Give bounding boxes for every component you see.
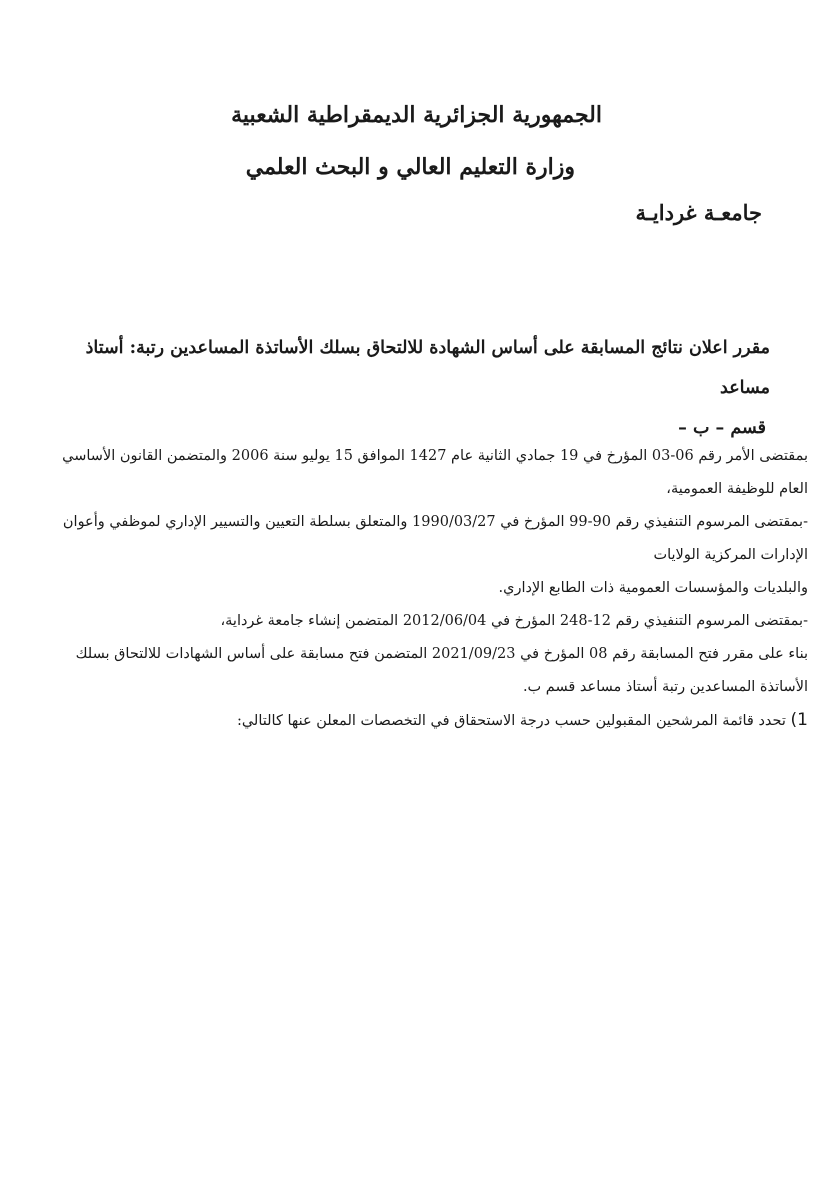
republic-heading: الجمهورية الجزائرية الديمقراطية الشعبية xyxy=(231,102,602,128)
body-line: الأساتذة المساعدين رتبة أستاذ مساعد قسم ب. xyxy=(522,679,808,695)
body-line: بمقتضى الأمر رقم 06-03 المؤرخ في 19 جمادي الثانية عام 1427 الموافق 15 يوليو سنة 2006 والمتضمن القانون الأساسي xyxy=(62,448,808,464)
body-line: والبلديات والمؤسسات العمومية ذات الطابع الإداري. xyxy=(498,580,808,596)
body-line: -بمقتضى المرسوم التنفيذي رقم 12-248 المؤرخ في 2012/06/04 المتضمن إنشاء جامعة غرداية، xyxy=(220,613,808,629)
body-line: -بمقتضى المرسوم التنفيذي رقم 90-99 المؤرخ في 1990/03/27 والمتعلق بسلطة التعيين والتسيير الإداري لموظفي وأعوان xyxy=(62,514,808,530)
ministry-heading: وزارة التعليم العالي و البحث العلمي xyxy=(245,154,575,180)
item-text: تحدد قائمة المرشحين المقبولين حسب درجة الاستحقاق في التخصصات المعلن عنها كالتالي: xyxy=(236,713,786,729)
decision-body xyxy=(18,440,808,738)
item-number: 1) xyxy=(790,710,808,730)
decision-title xyxy=(60,328,770,448)
body-line: بناء على مقرر فتح المسابقة رقم 08 المؤرخ في 2021/09/23 المتضمن فتح مسابقة على أساس الشهادات للالتحاق بسلك xyxy=(75,646,808,662)
decision-title-line-2: قسم – ب – xyxy=(678,418,766,438)
body-line: العام للوظيفة العمومية، xyxy=(666,481,808,497)
numbered-item xyxy=(18,704,808,738)
body-line: الإدارات المركزية الولايات xyxy=(653,547,808,563)
university-heading: جامعـة غردايـة xyxy=(635,200,762,225)
decision-title-line-1: مقرر اعلان نتائج المسابقة على أساس الشهادة للالتحاق بسلك الأساتذة المساعدين رتبة: أستاذ مساعد xyxy=(85,338,770,398)
